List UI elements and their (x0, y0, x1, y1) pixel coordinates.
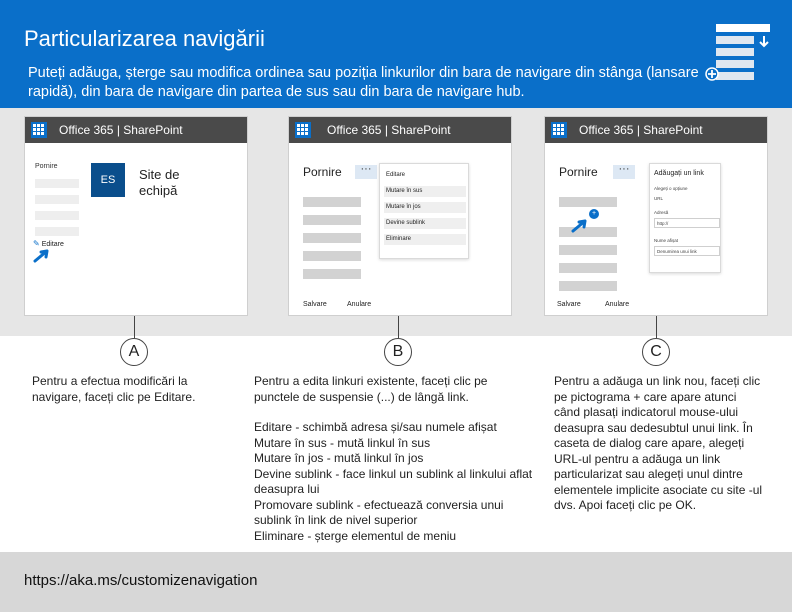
cursor-arrow-icon (571, 217, 591, 233)
app-launcher-icon[interactable] (551, 122, 567, 138)
nav-placeholder (559, 281, 617, 291)
list-item: Devine sublink - face linkul un sublink al linkului aflat deasupra lui (254, 466, 533, 496)
nav-item-home[interactable]: Pornire (35, 163, 58, 170)
display-name-input[interactable] (654, 246, 720, 256)
list-item: Mutare în sus - mută linkul în sus (254, 435, 431, 450)
address-input[interactable] (654, 218, 720, 228)
description-a: Pentru a efectua modificări la navigare, faceți clic pe Editare. (32, 374, 196, 404)
cursor-arrow-icon (33, 247, 53, 263)
list-item: Promovare sublink - efectuează conversia unui sublink în link de nivel superior (254, 497, 504, 527)
suite-brand: Office 365 | SharePoint (579, 123, 703, 137)
nav-placeholder (303, 251, 361, 261)
nav-placeholder (35, 195, 79, 204)
add-link-dialog (649, 163, 721, 273)
callout-stem (398, 316, 399, 338)
cancel-button[interactable]: Anulare (605, 301, 630, 308)
nav-placeholder (303, 215, 361, 225)
context-menu (379, 163, 469, 259)
menu-item-move-down[interactable]: Mutare în jos (384, 202, 466, 213)
edit-label: Editare (41, 241, 64, 248)
nav-placeholder (303, 197, 361, 207)
suite-brand: Office 365 | SharePoint (59, 123, 183, 137)
address-placeholder: http:// (657, 221, 669, 226)
menu-item-move-up[interactable]: Mutare în sus (384, 186, 466, 197)
callout-stem (656, 316, 657, 338)
callout-letter-a: A (120, 338, 148, 366)
nav-item-home[interactable]: Pornire (303, 165, 342, 179)
nav-placeholder (559, 245, 617, 255)
app-launcher-icon[interactable] (295, 122, 311, 138)
nav-placeholder (559, 197, 617, 207)
add-link-plus-icon[interactable]: + (589, 209, 599, 219)
ellipsis-button[interactable]: ··· (355, 165, 377, 179)
nav-placeholder (303, 233, 361, 243)
nav-placeholder (35, 179, 79, 188)
panel-a (24, 116, 248, 316)
menu-item-edit[interactable]: Editare (386, 172, 406, 178)
dialog-display-name-label: Nume afișat (654, 238, 679, 243)
menu-item-make-sublink[interactable]: Devine sublink (384, 218, 466, 229)
pencil-icon: ✎ (33, 239, 40, 248)
navigation-edit-icon (704, 22, 774, 92)
dialog-title: Adăugați un link (654, 170, 704, 177)
site-name: Site de echipă (139, 167, 180, 198)
description-c: Pentru a adăuga un link nou, faceți clic pe pictograma + care apare atunci când plasați indicatorul mouse-ului deasupra sau dedesubtul unui link. În caseta de dialog care apare, alegeți URL-ul pentru a adăuga un link particularizat sau alegeți unul dintre elementele implicite asociate cu site -ul dvs. Apoi faceți clic pe OK. (554, 374, 763, 512)
nav-placeholder (303, 269, 361, 279)
suite-bar (545, 117, 767, 143)
description-b-list (254, 420, 536, 544)
nav-placeholder (35, 211, 79, 220)
suite-bar (25, 117, 247, 143)
callout-letter-c: C (642, 338, 670, 366)
save-button[interactable]: Salvare (557, 301, 581, 308)
callout-letter-b: B (384, 338, 412, 366)
dialog-option-url[interactable]: URL (654, 196, 664, 201)
nav-placeholder (35, 227, 79, 236)
cancel-button[interactable]: Anulare (347, 301, 372, 308)
panel-b (288, 116, 512, 316)
list-item: Eliminare - șterge elementul de meniu (254, 528, 457, 543)
dialog-address-label: Adresă (654, 210, 669, 215)
app-launcher-icon[interactable] (31, 122, 47, 138)
ellipsis-button[interactable]: ··· (613, 165, 635, 179)
site-logo: ES (91, 163, 125, 197)
page-title: Particularizarea navigării (24, 26, 265, 51)
page-subtitle: Puteți adăuga, șterge sau modifica ordinea sau poziția linkurilor din bara de navigare din stânga (lansare rapidă), din bara de navigare din partea de sus sau din bara de navigare hub. (28, 65, 699, 100)
save-button[interactable]: Salvare (303, 301, 327, 308)
nav-item-home[interactable]: Pornire (559, 165, 598, 179)
footer-url[interactable]: https://aka.ms/customizenavigation (24, 572, 258, 589)
display-name-placeholder: Denumirea unui link (657, 249, 697, 254)
header-band (0, 0, 792, 108)
list-item: Mutare în jos - mută linkul în jos (254, 451, 424, 465)
suite-bar (289, 117, 511, 143)
panel-c (544, 116, 768, 316)
suite-brand: Office 365 | SharePoint (327, 123, 451, 137)
description-b: Pentru a edita linkuri existente, faceți clic pe punctele de suspensie (...) de lângă link. (254, 374, 488, 404)
callout-stem (134, 316, 135, 338)
menu-item-remove[interactable]: Eliminare (384, 234, 466, 245)
dialog-choose-label: Alegeți o opțiune (654, 186, 688, 191)
list-item: Editare - schimbă adresa și/sau numele afișat (254, 420, 497, 434)
nav-placeholder (559, 263, 617, 273)
